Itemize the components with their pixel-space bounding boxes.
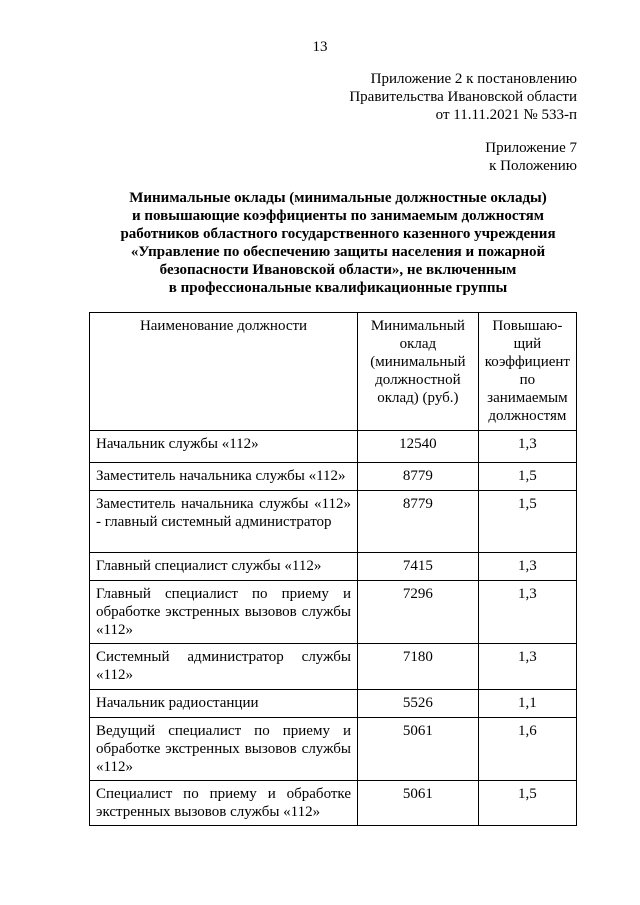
coefficient: 1,3: [478, 644, 576, 690]
title-line: «Управление по обеспечению защиты населения и пожарной: [130, 244, 546, 260]
position-name: Специалист по приему и обработке экстренных вызовов службы «112»: [90, 781, 358, 826]
position-name: Заместитель начальника службы «112»: [90, 463, 358, 491]
table-row: [90, 690, 577, 718]
min-salary: 7180: [358, 644, 479, 690]
header-coef: [478, 313, 576, 431]
min-salary: 7415: [358, 553, 479, 581]
position-name: Ведущий специалист по приему и обработке экстренных вызовов службы «112»: [90, 718, 358, 781]
appendix-main-line: Правительства Ивановской области: [349, 89, 577, 105]
table-row: [90, 781, 577, 826]
appendix-sub-line: к Положению: [489, 158, 577, 174]
min-salary: 5061: [358, 718, 479, 781]
appendix-main-line: Приложение 2 к постановлению: [370, 71, 577, 87]
header-salary-line: оклад) (руб.): [377, 390, 459, 406]
header-coef-line: коэффициент: [484, 354, 570, 370]
min-salary: 5061: [358, 781, 479, 826]
min-salary: 5526: [358, 690, 479, 718]
coefficient: 1,3: [478, 431, 576, 463]
min-salary: 12540: [358, 431, 479, 463]
appendix-sub-line: Приложение 7: [485, 140, 577, 156]
header-coef-line: щий: [513, 336, 542, 352]
coefficient: 1,6: [478, 718, 576, 781]
header-salary-line: Минимальный: [370, 318, 465, 334]
header-salary: [358, 313, 479, 431]
position-name: Начальник службы «112»: [90, 431, 358, 463]
title-line: в профессиональные квалификационные группы: [168, 280, 508, 296]
title-line: Минимальные оклады (минимальные должностные оклады): [129, 190, 547, 206]
table-row: [90, 431, 577, 463]
header-coef-line: по: [519, 372, 536, 388]
position-name: Главный специалист по приему и обработке экстренных вызовов службы «112»: [90, 581, 358, 644]
header-salary-line: (минимальный: [370, 354, 466, 370]
position-name: Начальник радиостанции: [90, 690, 358, 718]
coefficient: 1,3: [478, 581, 576, 644]
header-name: Наименование должности: [90, 313, 358, 431]
min-salary: 8779: [358, 463, 479, 491]
appendix-main-line: от 11.11.2021 № 533-п: [435, 107, 577, 123]
header-coef-line: занимаемым: [487, 390, 568, 406]
coefficient: 1,5: [478, 781, 576, 826]
table-row: [90, 491, 577, 553]
header-salary-line: должностной: [375, 372, 461, 388]
position-name: Главный специалист службы «112»: [90, 553, 358, 581]
title-line: безопасности Ивановской области», не включенным: [159, 262, 517, 278]
title-line: работников областного государственного казенного учреждения: [120, 226, 556, 242]
position-name: Заместитель начальника службы «112» - главный системный администратор: [90, 491, 358, 553]
table-row: [90, 553, 577, 581]
table-row: [90, 581, 577, 644]
appendix-main: [349, 70, 577, 124]
page-number: 13: [312, 39, 328, 55]
coefficient: 1,1: [478, 690, 576, 718]
document-title: [0, 189, 640, 297]
header-coef-line: Повышаю-: [492, 318, 563, 334]
header-salary-line: оклад: [399, 336, 437, 352]
coefficient: 1,3: [478, 553, 576, 581]
min-salary: 7296: [358, 581, 479, 644]
appendix-sub: [485, 139, 577, 175]
header-coef-line: должностям: [488, 408, 567, 424]
table-row: [90, 718, 577, 781]
position-name: Системный администратор службы «112»: [90, 644, 358, 690]
table-header-row: [90, 313, 577, 431]
table-row: [90, 463, 577, 491]
min-salary: 8779: [358, 491, 479, 553]
coefficient: 1,5: [478, 491, 576, 553]
coefficient: 1,5: [478, 463, 576, 491]
salary-table: [89, 312, 577, 826]
table-row: [90, 644, 577, 690]
title-line: и повышающие коэффициенты по занимаемым должностям: [131, 208, 544, 224]
